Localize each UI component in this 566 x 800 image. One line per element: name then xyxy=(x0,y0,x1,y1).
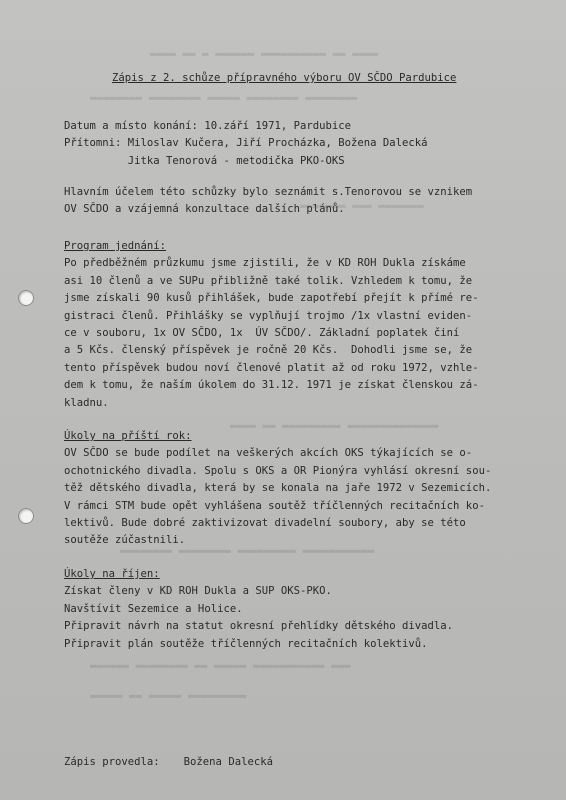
paragraph-line: Hlavním účelem této schůzky bylo seznámit s.Tenorovou se vznikem xyxy=(64,186,473,198)
show-through-texture: ▬▬▬▬▬▬▬ ▬▬▬ ▬▬▬▬▬▬▬ xyxy=(300,200,424,212)
paragraph-line: tento příspěvek budou noví členové platit až od roku 1972, vzhle- xyxy=(64,361,479,374)
paragraph-line: jsme získali 90 kusů přihlášek, bude zapotřebí přejít k přímé re- xyxy=(64,292,479,305)
show-through-texture: ▬▬▬▬▬▬▬▬ ▬▬▬▬▬▬▬▬ ▬▬▬▬▬ ▬▬▬▬▬▬▬▬ ▬▬▬▬▬▬▬▬ xyxy=(90,92,358,104)
meeting-purpose xyxy=(64,184,534,219)
show-through-texture: ▬▬▬▬▬▬ ▬▬▬▬▬▬▬▬ ▬▬ ▬▬▬▬▬ ▬▬▬▬▬▬▬▬▬▬▬ ▬▬▬ xyxy=(90,660,351,672)
meeting-info xyxy=(64,118,534,170)
document-title: Zápis z 2. schůze přípravného výboru OV SČDO Pardubice xyxy=(112,72,457,84)
show-through-texture: ▬▬▬▬ ▬▬ ▬▬▬▬▬▬▬▬▬ ▬▬▬▬▬▬▬▬▬▬▬▬▬▬ xyxy=(230,420,439,432)
signature-label: Zápis provedla: xyxy=(64,756,160,768)
paragraph-line: ochotnického divadla. Spolu s OKS a OR Pionýra vyhlásí okresní sou- xyxy=(64,464,492,477)
section-heading-program: Program jednání: xyxy=(64,240,167,252)
paragraph-line: Po předběžném průzkumu jsme zjistili, že v KD ROH Dukla získáme xyxy=(64,257,466,270)
paragraph-line: kladnu. xyxy=(64,396,109,409)
paragraph-line: OV SČDO a vzájemná konzultace dalších plánů. xyxy=(64,203,345,216)
show-through-texture: ▬▬▬▬▬ ▬▬ ▬▬▬▬▬ ▬▬▬▬▬▬▬▬▬ xyxy=(90,690,247,702)
tasks-next-year-section xyxy=(64,428,534,550)
show-through-texture: ▬▬▬▬▬▬▬▬ ▬▬▬▬▬▬▬▬ ▬▬▬▬▬▬▬▬▬ ▬▬▬▬▬▬▬▬▬▬▬ xyxy=(120,545,375,557)
paragraph-line: OV SČDO se bude podílet na veškerých akcích OKS týkajících se o- xyxy=(64,447,473,460)
section-heading-tasks-next-year: Úkoly na příští rok: xyxy=(64,430,192,442)
tasks-october-section xyxy=(64,566,534,653)
paragraph-line: lektivů. Bude dobré zaktivizovat divadelní soubory, aby se této xyxy=(64,516,466,529)
task-item: Získat členy v KD ROH Dukla a SUP OKS-PKO. xyxy=(64,585,332,598)
task-item: Navštívit Sezemice a Holice. xyxy=(64,602,243,615)
meeting-date-place: Datum a místo konání: 10.září 1971, Pardubice xyxy=(64,120,352,132)
meeting-attendees: Přítomni: Miloslav Kučera, Jiří Procházka, Božena Dalecká xyxy=(64,137,428,150)
program-section xyxy=(64,238,534,412)
paragraph-line: soutěže zúčastnili. xyxy=(64,534,186,547)
paragraph-line: ce v souboru, 1x OV SČDO, 1x ÚV SČDO/. Základní poplatek činí xyxy=(64,326,460,339)
section-heading-tasks-october: Úkoly na říjen: xyxy=(64,568,160,580)
paragraph-line: dem k tomu, že naším úkolem do 31.12. 1971 je získat členskou zá- xyxy=(64,379,479,392)
signature-line xyxy=(64,756,273,768)
paragraph-line: a 5 Kčs. členský příspěvek je ročně 20 Kčs. Dohodli jsme se, že xyxy=(64,344,473,357)
paragraph-line: V rámci STM bude opět vyhlášena soutěž tříčlenných recitačních ko- xyxy=(64,499,485,512)
task-item: Připravit plán soutěže tříčlenných recitačních kolektivů. xyxy=(64,637,428,650)
meeting-attendees-cont: Jitka Tenorová - metodička PKO-OKS xyxy=(64,154,345,167)
paragraph-line: těž dětského divadla, která by se konala na jaře 1972 v Sezemicích. xyxy=(64,482,492,495)
signature-name: Božena Dalecká xyxy=(183,756,273,768)
paragraph-line: gistraci členů. Přihlášky se vyplňují trojmo /1x vlastní eviden- xyxy=(64,309,473,322)
paragraph-line: asi 10 členů a ve SUPu přibližně také tolik. Vzhledem k tomu, že xyxy=(64,274,473,287)
task-item: Připravit návrh na statut okresní přehlídky dětského divadla. xyxy=(64,620,454,633)
show-through-texture: ▬▬▬▬ ▬▬ ▬ ▬▬▬▬▬▬ ▬▬▬▬▬▬▬▬▬▬ ▬▬ ▬▬▬▬ xyxy=(150,48,379,60)
